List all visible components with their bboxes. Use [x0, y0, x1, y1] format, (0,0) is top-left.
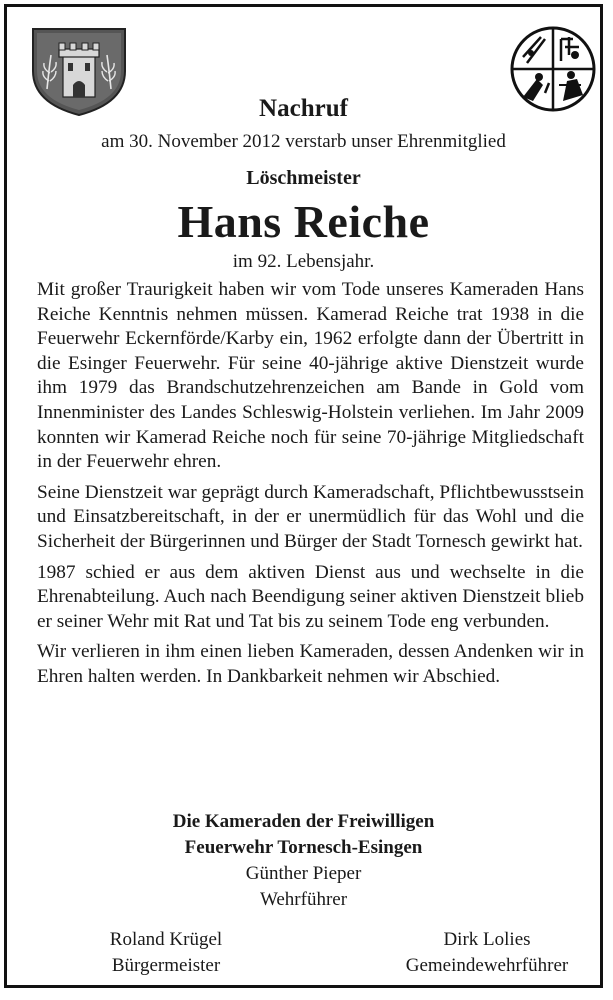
signatory-role: Gemeindewehrführer	[405, 955, 569, 976]
announcement-line: am 30. November 2012 verstarb unser Ehrenmitglied	[101, 131, 506, 152]
paragraph: Mit großer Traurigkeit haben wir vom Tode unseres Kameraden Hans Reiche Kenntnis nehmen müssen. Kamerad Reiche trat 1938 in die Feuerwehr Eckernförde/Karby ein, 1962 erfolgte dann der Übertritt in die Esinger Feuerwehr. Für seine 40-jährige aktive Dienstzeit wurde ihm 1979 das Brandschutzehrenzeichen am Bande in Gold vom Innenminister des Landes Schleswig-Holstein verliehen. Im Jahr 2009 konnten wir Kamerad Reiche noch für seine 70-jährige Mitgliedschaft in der Feuerwehr ehren.	[37, 279, 584, 473]
signatory-role: Bürgermeister	[111, 955, 221, 976]
organization-line-2: Feuerwehr Tornesch-Esingen	[184, 837, 423, 858]
obituary-body	[37, 278, 584, 696]
organization-line-1: Die Kameraden der Freiwilligen	[172, 811, 435, 832]
deceased-name: Hans Reiche	[177, 196, 430, 247]
signatory-name: Roland Krügel	[109, 929, 223, 950]
notice-title: Nachruf	[259, 95, 348, 122]
deceased-age: im 92. Lebensjahr.	[232, 251, 375, 272]
leader-role: Wehrführer	[259, 889, 348, 910]
signatory-name: Dirk Lolies	[443, 929, 531, 950]
leader-name: Günther Pieper	[245, 863, 362, 884]
paragraph: Seine Dienstzeit war geprägt durch Kameradschaft, Pflichtbewusstsein und Einsatzbereitschaft, in der er unermüdlich für das Wohl und die Sicherheit der Bürgerinnen und Bürger der Stadt Tornesch gewirkt hat.	[37, 481, 584, 552]
paragraph: Wir verlieren in ihm einen lieben Kameraden, dessen Andenken wir in Ehren halten werden. In Dankbarkeit nehmen wir Abschied.	[37, 641, 584, 687]
signature-fire-chief	[377, 927, 597, 979]
deceased-rank: Löschmeister	[246, 167, 361, 189]
paragraph: 1987 schied er aus dem aktiven Dienst aus und wechselte in die Ehrenabteilung. Auch nach Beendigung seiner aktiven Dienstzeit blieb er seiner Wehr mit Rat und Tat bis zu seinem Tode eng verbunden.	[37, 561, 584, 632]
signature-mayor	[81, 927, 251, 979]
obituary-notice	[4, 4, 603, 988]
